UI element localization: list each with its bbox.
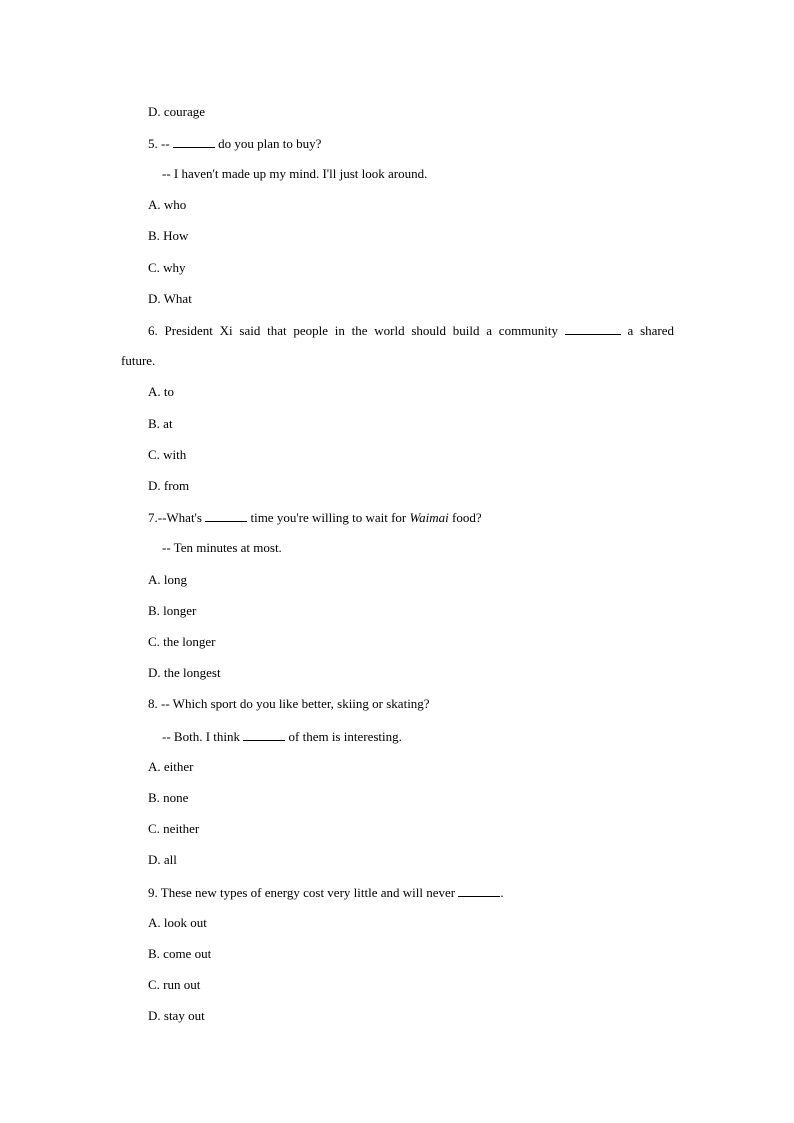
q5-prefix: 5. -- xyxy=(148,136,173,151)
q5-option-b: B. How xyxy=(148,228,189,243)
q6-suffix: a shared xyxy=(620,323,674,338)
q7-prefix: 7.--What's xyxy=(148,510,206,525)
q6-blank xyxy=(565,322,621,335)
q8-reply xyxy=(162,728,402,745)
q6-option-c: C. with xyxy=(148,447,187,462)
q7-option-d: D. the longest xyxy=(148,665,221,680)
q7-suffix: food? xyxy=(448,510,482,525)
q9-suffix: . xyxy=(500,885,504,900)
q9-prefix: 9. These new types of energy cost very little and will never xyxy=(148,885,459,900)
q9-option-d: D. stay out xyxy=(148,1008,205,1023)
q7-middle: time you're willing to wait for xyxy=(247,510,410,525)
q8-question: 8. -- Which sport do you like better, skiing or skating? xyxy=(148,696,430,711)
q5-blank xyxy=(173,135,215,148)
q9-option-a: A. look out xyxy=(148,915,207,930)
q7-question xyxy=(148,509,482,526)
q8-option-c: C. neither xyxy=(148,821,200,836)
q6-option-a: A. to xyxy=(148,384,174,399)
q9-blank xyxy=(458,884,500,897)
q5-option-a: A. who xyxy=(148,197,187,212)
q9-option-b: B. come out xyxy=(148,946,212,961)
q8-reply-suffix: of them is interesting. xyxy=(285,729,402,744)
q6-question xyxy=(148,322,674,339)
q8-blank xyxy=(243,728,285,741)
q7-reply: -- Ten minutes at most. xyxy=(162,540,282,555)
q8-reply-prefix: -- Both. I think xyxy=(162,729,244,744)
q6-option-d: D. from xyxy=(148,478,190,493)
q9-question xyxy=(148,884,504,901)
q9-option-c: C. run out xyxy=(148,977,201,992)
q6-continuation: future. xyxy=(121,353,156,368)
q7-italic-word: Waimai xyxy=(409,510,449,525)
q7-option-c: C. the longer xyxy=(148,634,216,649)
q5-question xyxy=(148,135,321,152)
q6-prefix: 6. President Xi said that people in the world should build a community xyxy=(148,323,565,338)
q6-option-b: B. at xyxy=(148,416,173,431)
q5-option-d: D. What xyxy=(148,291,192,306)
q7-option-b: B. longer xyxy=(148,603,197,618)
q7-option-a: A. long xyxy=(148,572,187,587)
q5-suffix: do you plan to buy? xyxy=(214,136,322,151)
q8-option-d: D. all xyxy=(148,852,177,867)
q7-blank xyxy=(205,509,247,522)
q4-option-d: D. courage xyxy=(148,104,206,119)
q5-option-c: C. why xyxy=(148,260,186,275)
q5-reply: -- I haven't made up my mind. I'll just look around. xyxy=(162,166,428,181)
q8-option-b: B. none xyxy=(148,790,189,805)
q8-option-a: A. either xyxy=(148,759,194,774)
